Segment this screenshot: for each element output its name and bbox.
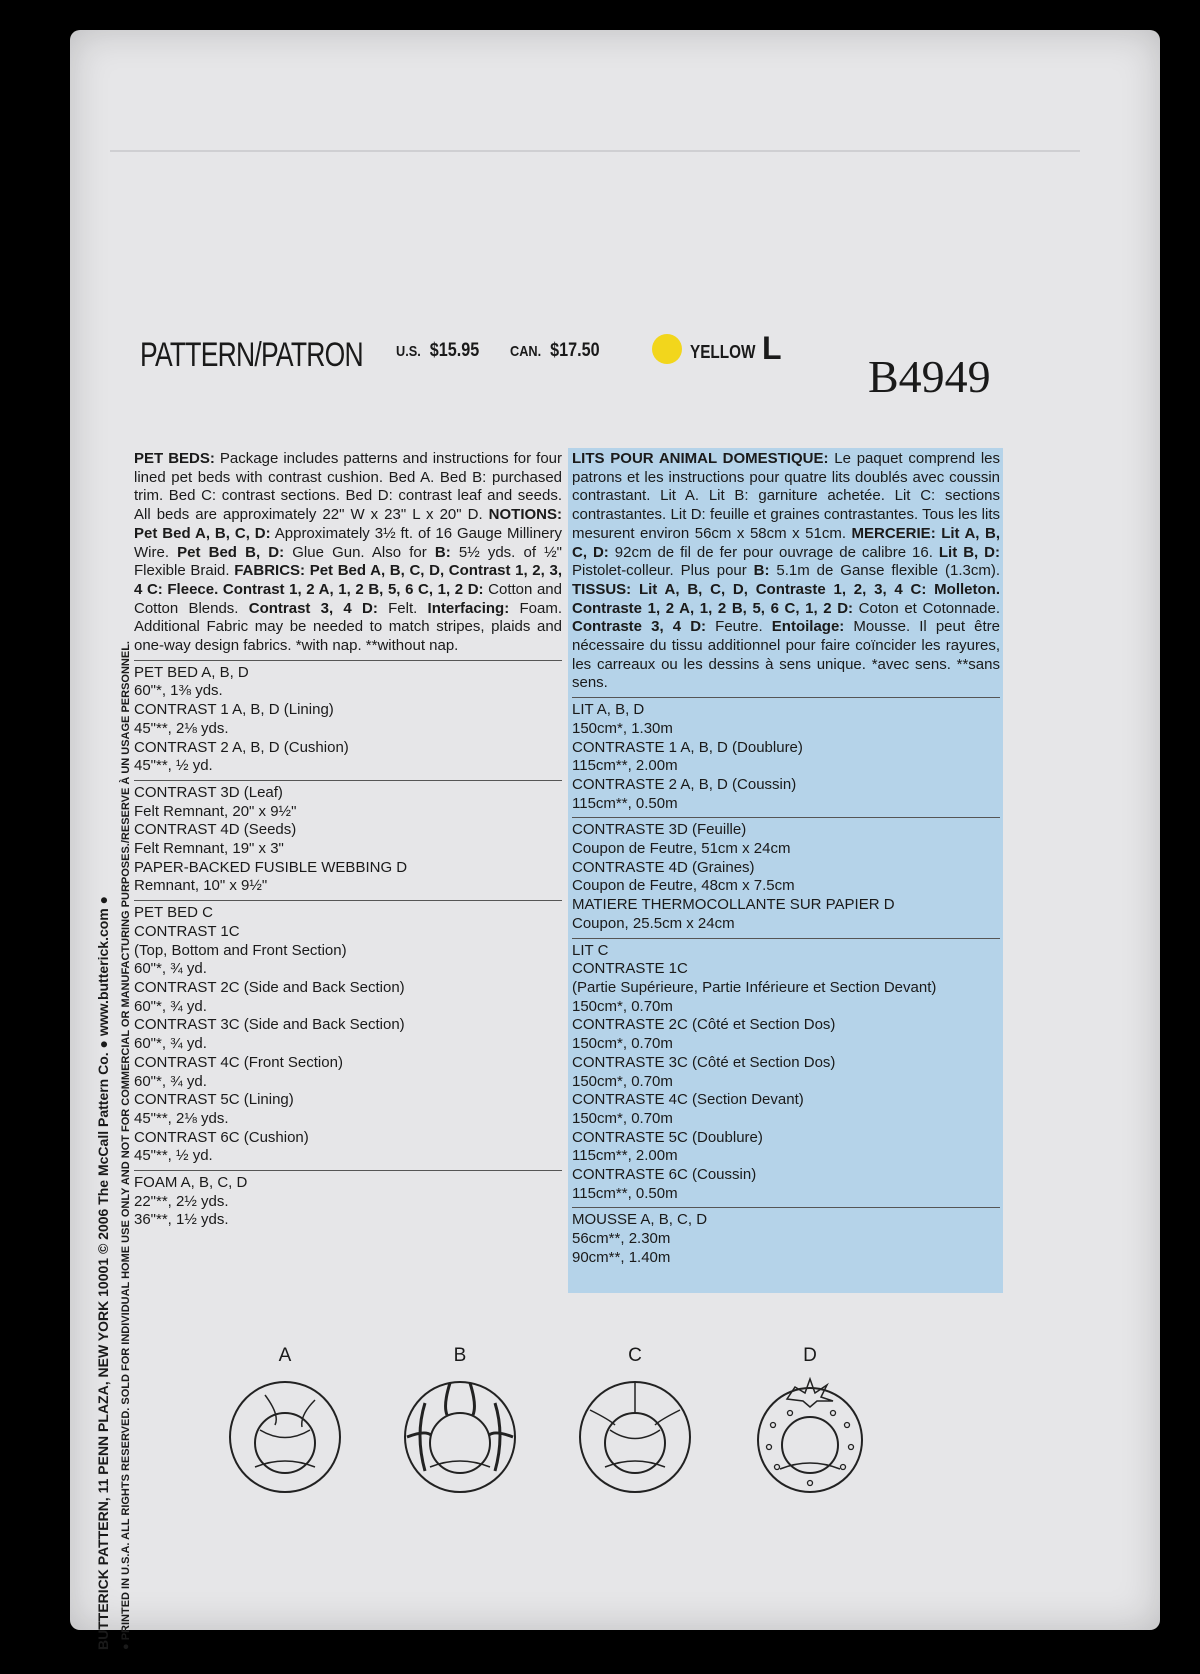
- yardage-block: [134, 1174, 562, 1230]
- description-text: Coton et Cotonnade.: [853, 599, 1001, 617]
- yardage-line: CONTRASTE 2 A, B, D (Coussin): [572, 775, 797, 793]
- yardage-line: 150cm*, 0.70m: [572, 1035, 673, 1053]
- yardage-line: CONTRAST 2 A, B, D (Cushion): [134, 738, 349, 756]
- yardage-line: Felt Remnant, 20" x 9½": [134, 802, 297, 820]
- description-text: Mousse. Il peut être nécessaire du tissu additionnel pour faire coïncider les rayures, les carreaux ou les dessins à sens unique. *avec sens. **sans sens.: [572, 618, 1000, 692]
- description-text: Glue Gun. Also for: [284, 543, 435, 561]
- description-bold: Lit B, D:: [938, 543, 1000, 561]
- yardage-line: CONTRASTE 1 A, B, D (Doublure): [572, 738, 803, 756]
- french-description: [572, 450, 1000, 693]
- yardage-line: CONTRAST 6C (Cushion): [134, 1128, 309, 1146]
- price-can-value: $17.50: [550, 340, 600, 361]
- description-text: 92cm de fil de fer pour ouvrage de calibre 16.: [608, 543, 939, 561]
- yardage-line: 22"**, 2½ yds.: [134, 1192, 229, 1210]
- english-description: [134, 450, 562, 656]
- yardage-line: CONTRAST 2C (Side and Back Section): [134, 978, 405, 996]
- yardage-line: CONTRASTE 4C (Section Devant): [572, 1091, 804, 1109]
- price-us-label: U.S.: [396, 343, 421, 360]
- yardage-line: CONTRASTE 1C: [572, 960, 688, 978]
- yardage-line: LIT A, B, D: [572, 701, 645, 719]
- envelope-flap-edge: [110, 150, 1080, 152]
- description-bold: TISSUS: Lit A, B, C, D, Contraste 1, 2, 3, 4 C: Molleton. Contraste 1, 2 A, 1, 2 B, 5, 6 C, 1, 2 D:: [572, 580, 1000, 617]
- yardage-line: CONTRASTE 5C (Doublure): [572, 1128, 763, 1146]
- yardage-line: Coupon, 25.5cm x 24cm: [572, 914, 735, 932]
- section-divider: [134, 1170, 562, 1171]
- yardage-line: 115cm**, 0.50m: [572, 1184, 678, 1202]
- description-bold: Contraste 3, 4 D:: [572, 618, 707, 636]
- price-can: [510, 340, 600, 362]
- description-bold: Pet Bed B, D:: [177, 543, 285, 561]
- yardage-line: Remnant, 10" x 9½": [134, 877, 268, 895]
- yardage-line: 45"**, 2⅛ yds.: [134, 1109, 229, 1127]
- yardage-line: 45"**, ½ yd.: [134, 757, 213, 775]
- pet-bed-c-icon: [570, 1375, 700, 1495]
- english-yardage: [134, 660, 562, 1230]
- price-us: [396, 340, 479, 362]
- yardage-line: CONTRAST 4D (Seeds): [134, 821, 297, 839]
- yardage-block: [572, 1211, 1000, 1267]
- yardage-block: [134, 664, 562, 776]
- pattern-title: PATTERN/PATRON: [140, 336, 363, 374]
- french-yardage: [572, 697, 1000, 1267]
- description-text: 5½ yds. of ½" Flexible Braid.: [134, 543, 562, 580]
- yardage-line: 60"*, ¾ yd.: [134, 1072, 207, 1090]
- description-bold: Entoilage:: [771, 618, 845, 636]
- english-column: [134, 450, 562, 1230]
- french-column: [572, 450, 1000, 1268]
- envelope-header: [140, 330, 1040, 402]
- yardage-line: 56cm**, 2.30m: [572, 1230, 671, 1248]
- yardage-line: CONTRASTE 4D (Graines): [572, 858, 755, 876]
- yardage-line: 150cm*, 0.70m: [572, 1109, 673, 1127]
- description-text: 5.1m de Ganse flexible (1.3cm).: [769, 562, 1001, 580]
- yardage-block: [572, 701, 1000, 813]
- yardage-block: [134, 904, 562, 1166]
- description-text: Pistolet-colleur. Plus pour: [572, 562, 754, 580]
- section-divider: [134, 780, 562, 781]
- yardage-line: PET BED A, B, D: [134, 663, 249, 681]
- yardage-block: [572, 821, 1000, 933]
- yardage-line: CONTRAST 1 A, B, D (Lining): [134, 701, 334, 719]
- yardage-line: PAPER-BACKED FUSIBLE WEBBING D: [134, 858, 408, 876]
- yardage-line: 60"*, ¾ yd.: [134, 997, 207, 1015]
- description-bold: LITS POUR ANIMAL DOMESTIQUE:: [572, 450, 829, 467]
- yardage-line: 90cm**, 1.40m: [572, 1248, 671, 1266]
- yardage-block: [572, 942, 1000, 1204]
- yardage-line: Felt Remnant, 19" x 3": [134, 840, 284, 858]
- yardage-line: (Partie Supérieure, Partie Inférieure et Section Devant): [572, 978, 937, 996]
- view-drawings: [200, 1345, 920, 1525]
- yardage-line: MOUSSE A, B, C, D: [572, 1211, 708, 1229]
- view-label: B: [453, 1345, 467, 1366]
- yardage-line: Coupon de Feutre, 51cm x 24cm: [572, 840, 791, 858]
- pet-bed-d-icon: [745, 1375, 875, 1495]
- description-bold: FABRICS: Pet Bed A, B, C, D, Contrast 1, 2, 3, 4 C: Fleece. Contrast 1, 2 A, 1, 2 B, 5, 6 C, 1, 2 D:: [134, 562, 562, 598]
- price-can-label: CAN.: [510, 343, 542, 360]
- description-text: Foam. Additional Fabric may be needed to match stripes, plaids and one-way design fabrics. *with nap. **without nap.: [134, 599, 562, 655]
- yardage-line: FOAM A, B, C, D: [134, 1174, 248, 1192]
- yardage-line: 150cm*, 0.70m: [572, 1072, 673, 1090]
- size-letter: L: [762, 330, 782, 366]
- yardage-line: CONTRAST 3D (Leaf): [134, 783, 283, 801]
- description-bold: Contrast 3, 4 D:: [248, 599, 378, 617]
- publisher-side-text: BUTTERICK PATTERN, 11 PENN PLAZA, NEW YORK 10001 © 2006 The McCall Pattern Co. ● www.butterick.com ●: [95, 895, 111, 1650]
- yardage-line: Coupon de Feutre, 48cm x 7.5cm: [572, 877, 795, 895]
- view-a: [200, 1345, 370, 1500]
- view-c: [550, 1345, 720, 1500]
- yardage-line: 115cm**, 2.00m: [572, 1147, 678, 1165]
- description-text: Le paquet comprend les patrons et les instructions pour quatre lits doublés avec coussin contrastant. Lit A. Lit B: garniture achetée. Lit C: sections contrastantes. Lit D: feuille et graines contrastantes. Tous les lits mesurent environ 56cm x 58cm x 51cm.: [572, 450, 1000, 542]
- yardage-line: CONTRAST 1C: [134, 922, 240, 940]
- description-bold: B:: [753, 562, 770, 580]
- description-bold: Interfacing:: [427, 599, 510, 617]
- description-bold: NOTIONS: Pet Bed A, B, C, D:: [134, 506, 562, 542]
- description-text: Cotton and Cotton Blends.: [134, 580, 562, 617]
- pet-bed-b-icon: [395, 1375, 525, 1495]
- view-label: A: [278, 1345, 292, 1366]
- pet-bed-a-icon: [220, 1375, 350, 1495]
- rights-side-text: ● PRINTED IN U.S.A. ALL RIGHTS RESERVED. SOLD FOR INDIVIDUAL HOME USE ONLY AND NOT FOR COMMERCIAL OR MANUFACTURING PURPOSES./RESERVE À UN USAGE PERSONNEL.: [120, 641, 132, 1650]
- yardage-block: [134, 784, 562, 896]
- section-divider: [572, 938, 1000, 939]
- yardage-line: (Top, Bottom and Front Section): [134, 941, 347, 959]
- yardage-line: 45"**, 2⅛ yds.: [134, 719, 229, 737]
- section-divider: [134, 900, 562, 901]
- section-divider: [134, 660, 562, 661]
- pattern-number: B4949: [868, 351, 991, 402]
- view-label: C: [628, 1345, 642, 1366]
- section-divider: [572, 697, 1000, 698]
- description-text: Approximately 3½ ft. of 16 Gauge Millinery Wire.: [134, 524, 562, 561]
- yardage-line: CONTRASTE 6C (Coussin): [572, 1166, 757, 1184]
- yardage-line: 150cm*, 0.70m: [572, 997, 673, 1015]
- description-bold: MERCERIE: Lit A, B, C, D:: [572, 524, 1000, 561]
- yardage-line: MATIERE THERMOCOLLANTE SUR PAPIER D: [572, 896, 895, 914]
- yardage-line: 36"**, 1½ yds.: [134, 1211, 229, 1229]
- yardage-line: PET BED C: [134, 904, 213, 922]
- yardage-line: 45"**, ½ yd.: [134, 1147, 213, 1165]
- description-text: Feutre.: [706, 618, 772, 636]
- section-divider: [572, 817, 1000, 818]
- yardage-line: 115cm**, 0.50m: [572, 794, 678, 812]
- section-divider: [572, 1207, 1000, 1208]
- yardage-line: 150cm*, 1.30m: [572, 719, 673, 737]
- yardage-line: CONTRAST 4C (Front Section): [134, 1053, 343, 1071]
- yardage-line: 60"*, 1⅜ yds.: [134, 682, 223, 700]
- description-bold: PET BEDS:: [134, 450, 215, 467]
- yardage-line: CONTRAST 3C (Side and Back Section): [134, 1016, 405, 1034]
- yardage-line: CONTRASTE 2C (Côté et Section Dos): [572, 1016, 836, 1034]
- color-label: YELLOW: [690, 342, 756, 362]
- view-label: D: [803, 1345, 817, 1366]
- description-text: Package includes patterns and instructions for four lined pet beds with contrast cushion. Bed A. Bed B: purchased trim. Bed C: contrast sections. Bed D: contrast leaf and seeds. All beds are approximately 22" W x 23" L x 20" D.: [134, 450, 562, 524]
- description-bold: B:: [434, 543, 451, 561]
- view-b: [375, 1345, 545, 1500]
- yardage-line: CONTRAST 5C (Lining): [134, 1091, 294, 1109]
- yardage-line: 115cm**, 2.00m: [572, 757, 678, 775]
- view-d: [725, 1345, 895, 1500]
- yardage-line: 60"*, ¾ yd.: [134, 1035, 207, 1053]
- description-text: Felt.: [377, 599, 428, 617]
- yardage-line: CONTRASTE 3C (Côté et Section Dos): [572, 1053, 836, 1071]
- price-us-value: $15.95: [429, 340, 480, 361]
- yardage-line: LIT C: [572, 941, 609, 959]
- yellow-dot-icon: [652, 334, 682, 364]
- yardage-line: CONTRASTE 3D (Feuille): [572, 821, 747, 839]
- yardage-line: 60"*, ¾ yd.: [134, 960, 207, 978]
